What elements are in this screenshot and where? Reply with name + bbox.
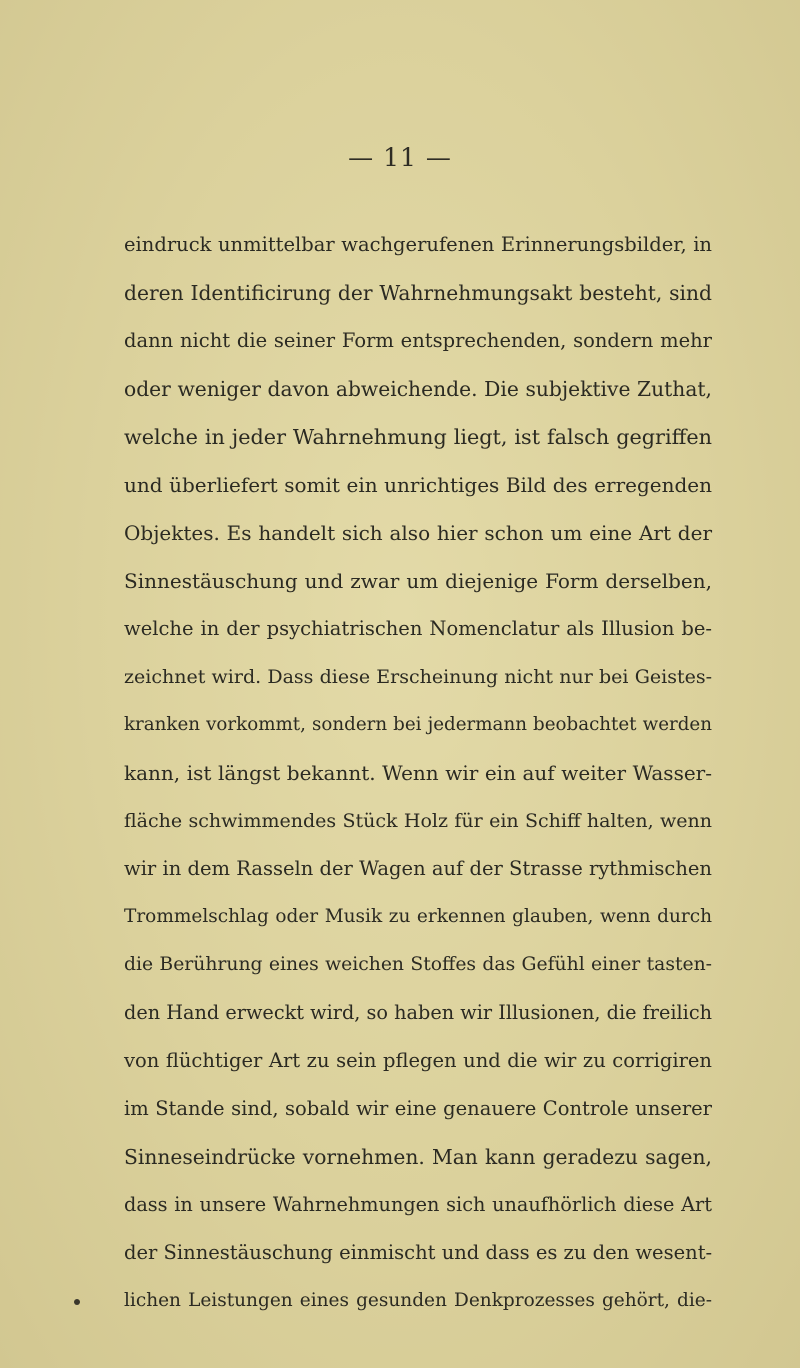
text-line-18: von flüchtiger Art zu sein pflegen und die wir zu corrigiren	[124, 1049, 712, 1072]
text-line-14: wir in dem Rasseln der Wagen auf der Strasse rythmischen	[124, 857, 712, 880]
text-line-1: eindruck unmittelbar wachgerufenen Erinnerungsbilder, in	[124, 233, 712, 256]
text-line-21: dass in unsere Wahrnehmungen sich unaufhörlich diese Art	[124, 1193, 712, 1216]
page-number: — 11 —	[348, 143, 452, 172]
body-text	[124, 221, 712, 1325]
text-line-4: oder weniger davon abweichende. Die subjektive Zuthat,	[124, 377, 712, 401]
text-line-5: welche in jeder Wahrnehmung liegt, ist falsch gegriffen	[124, 425, 712, 449]
text-line-20: Sinneseindrücke vornehmen. Man kann geradezu sagen,	[124, 1145, 712, 1169]
text-line-8: Sinnestäuschung und zwar um diejenige Form derselben,	[124, 569, 712, 593]
text-line-13: fläche schwimmendes Stück Holz für ein Schiff halten, wenn	[124, 810, 712, 832]
text-line-22: der Sinnestäuschung einmischt und dass es zu den wesent-	[124, 1241, 713, 1264]
text-line-16: die Berührung eines weichen Stoffes das Gefühl einer tasten-	[124, 954, 712, 975]
text-line-7: Objektes. Es handelt sich also hier schon um eine Art der	[124, 521, 712, 545]
text-line-23: lichen Leistungen eines gesunden Denkprozesses gehört, die-	[124, 1290, 712, 1311]
text-line-2: deren Identificirung der Wahrnehmungsakt besteht, sind	[124, 281, 712, 305]
text-line-9: welche in der psychiatrischen Nomenclatur als Illusion be-	[124, 617, 712, 640]
text-line-19: im Stande sind, sobald wir eine genauere Controle unserer	[124, 1097, 712, 1120]
margin-ink-dot	[74, 1299, 80, 1305]
text-line-6: und überliefert somit ein unrichtiges Bild des erregenden	[124, 473, 712, 497]
text-line-12: kann, ist längst bekannt. Wenn wir ein auf weiter Wasser-	[124, 761, 712, 785]
text-line-11: kranken vorkommt, sondern bei jedermann beobachtet werden	[124, 714, 712, 735]
text-line-15: Trommelschlag oder Musik zu erkennen glauben, wenn durch	[124, 906, 712, 927]
text-line-17: den Hand erweckt wird, so haben wir Illusionen, die freilich	[124, 1001, 712, 1024]
text-line-10: zeichnet wird. Dass diese Erscheinung nicht nur bei Geistes-	[124, 666, 712, 688]
text-line-3: dann nicht die seiner Form entsprechenden, sondern mehr	[124, 329, 712, 352]
